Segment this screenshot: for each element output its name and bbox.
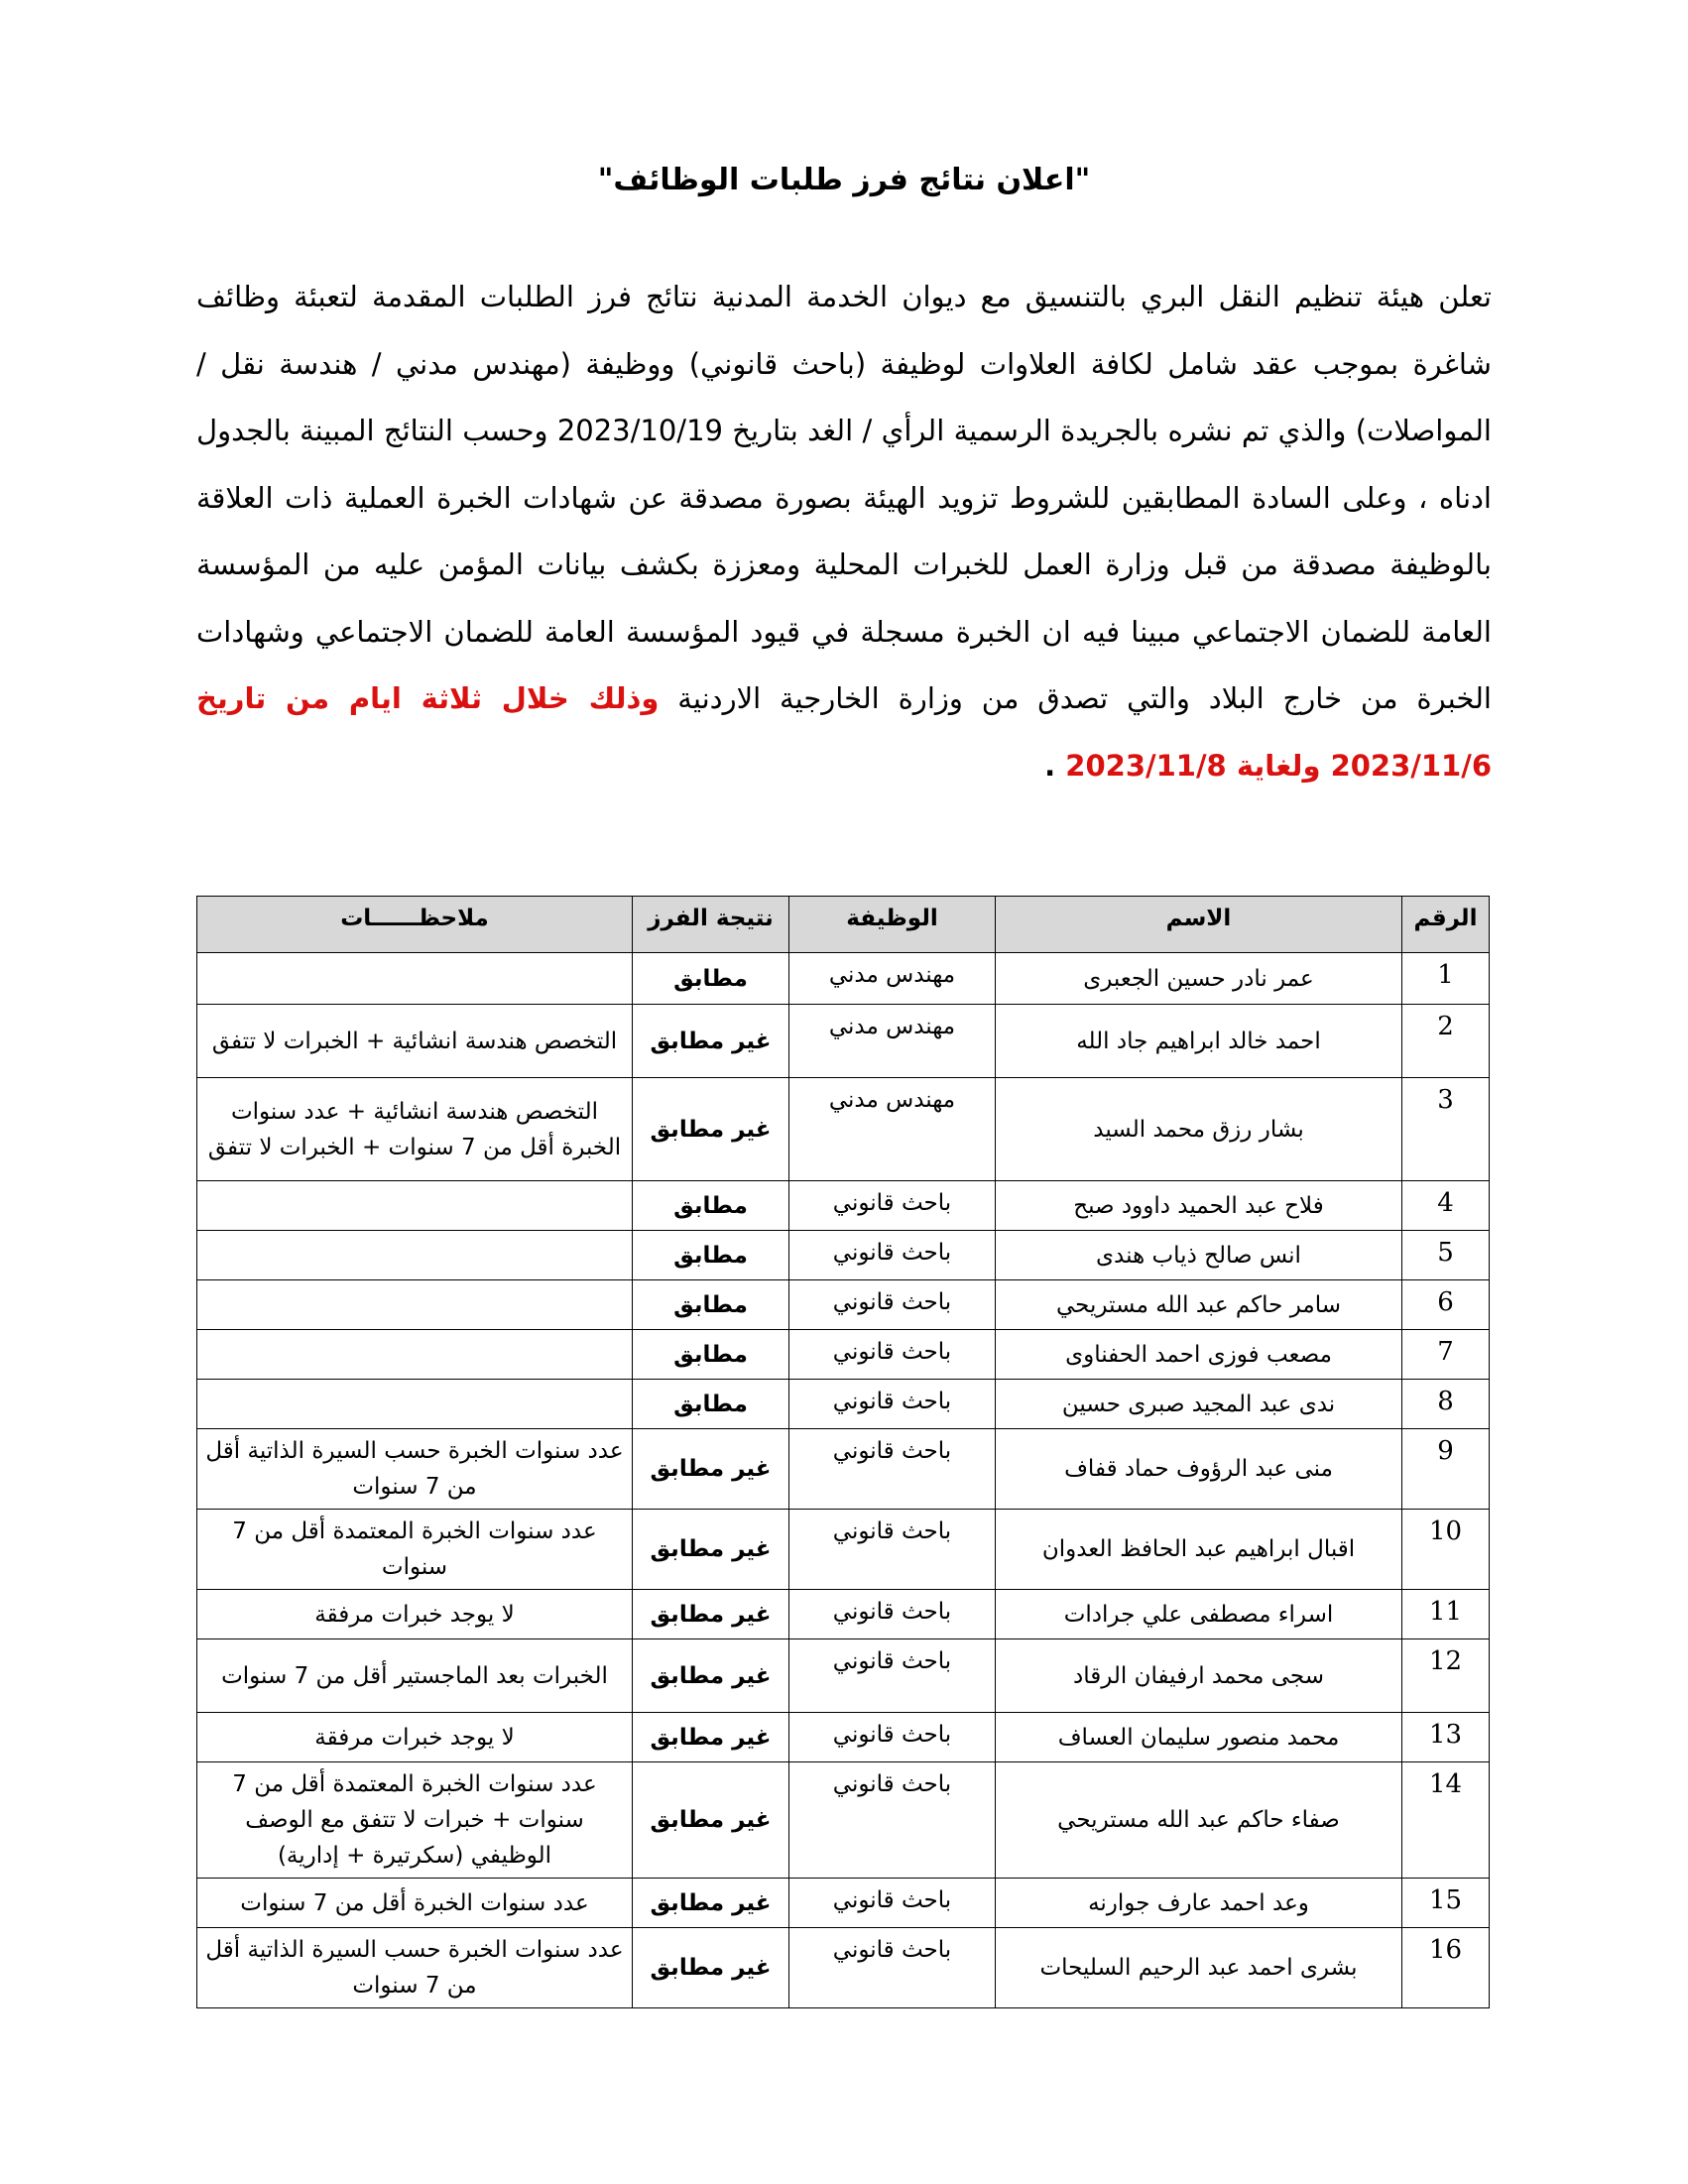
row-number: 4 [1402, 1181, 1490, 1231]
row-number: 14 [1402, 1762, 1490, 1879]
page-title: "اعلان نتائج فرز طلبات الوظائف" [597, 163, 1091, 197]
row-notes: عدد سنوات الخبرة حسب السيرة الذاتية أقل من 7 سنوات [197, 1429, 633, 1510]
row-result: مطابق [633, 1231, 789, 1280]
row-number: 10 [1402, 1510, 1490, 1590]
header-result: نتيجة الفرز [633, 897, 789, 953]
table-row [197, 1181, 1490, 1231]
row-name: منى عبد الرؤوف حماد قفاف [996, 1429, 1402, 1510]
results-table [196, 896, 1490, 2008]
row-job: مهندس مدني [789, 1078, 996, 1181]
row-notes: التخصص هندسة انشائية + الخبرات لا تتفق [197, 1005, 633, 1078]
row-job: باحث قانوني [789, 1181, 996, 1231]
row-result: غير مطابق [633, 1639, 789, 1713]
table-row [197, 1762, 1490, 1879]
row-job: باحث قانوني [789, 1429, 996, 1510]
table-row [197, 1510, 1490, 1590]
row-job: باحث قانوني [789, 1762, 996, 1879]
row-number: 12 [1402, 1639, 1490, 1713]
row-result: غير مطابق [633, 1078, 789, 1181]
row-number: 16 [1402, 1928, 1490, 2008]
row-name: انس صالح ذياب هندى [996, 1231, 1402, 1280]
table-row [197, 1713, 1490, 1762]
table-row [197, 1928, 1490, 2008]
row-result: مطابق [633, 1280, 789, 1330]
row-job: مهندس مدني [789, 953, 996, 1005]
row-job: باحث قانوني [789, 1330, 996, 1380]
row-result: مطابق [633, 1181, 789, 1231]
row-result: غير مطابق [633, 1590, 789, 1639]
row-job: باحث قانوني [789, 1510, 996, 1590]
row-notes: لا يوجد خبرات مرفقة [197, 1713, 633, 1762]
paragraph-end: . [1044, 748, 1066, 783]
table-row [197, 1330, 1490, 1380]
row-name: عمر نادر حسين الجعبرى [996, 953, 1402, 1005]
row-result: غير مطابق [633, 1713, 789, 1762]
row-result: غير مطابق [633, 1005, 789, 1078]
row-notes: عدد سنوات الخبرة حسب السيرة الذاتية أقل من 7 سنوات [197, 1928, 633, 2008]
row-notes: عدد سنوات الخبرة المعتمدة أقل من 7 سنوات [197, 1510, 633, 1590]
header-number: الرقم [1402, 897, 1490, 953]
row-notes [197, 1181, 633, 1231]
table-row [197, 1005, 1490, 1078]
header-notes: ملاحظــــــات [197, 897, 633, 953]
row-number: 1 [1402, 953, 1490, 1005]
row-name: بشار رزق محمد السيد [996, 1078, 1402, 1181]
row-name: ندى عبد المجيد صبرى حسين [996, 1380, 1402, 1429]
announcement-body: تعلن هيئة تنظيم النقل البري بالتنسيق مع ديوان الخدمة المدنية نتائج فرز الطلبات المقدمة لتعبئة وظائف شاغرة بموجب عقد شامل لكافة العلاوات لوظيفة (باحث قانوني) ووظيفة (مهندس مدني / هندسة نقل / المواصلات) والذي تم نشره بالجريدة الرسمية الرأي / الغد بتاريخ 2023/10/19 وحسب النتائج المبينة بالجدول ادناه ، وعلى السادة المطابقين للشروط تزويد الهيئة بصورة مصدقة عن شهادات الخبرة العملية ذات العلاقة بالوظيفة مصدقة من قبل وزارة العمل للخبرات المحلية ومعززة بكشف بيانات المؤمن عليه من المؤسسة العامة للضمان الاجتماعي مبينا فيه ان الخبرة مسجلة في قيود المؤسسة العامة للضمان الاجتماعي وشهادات الخبرة من خارج البلاد والتي تصدق من وزارة الخارجية الاردنية [196, 280, 1492, 715]
row-result: غير مطابق [633, 1879, 789, 1928]
row-job: مهندس مدني [789, 1005, 996, 1078]
table-row [197, 1380, 1490, 1429]
row-number: 8 [1402, 1380, 1490, 1429]
row-name: اقبال ابراهيم عبد الحافظ العدوان [996, 1510, 1402, 1590]
row-result: غير مطابق [633, 1762, 789, 1879]
row-name: وعد احمد عارف جوارنه [996, 1879, 1402, 1928]
table-row [197, 1280, 1490, 1330]
table-row [197, 1429, 1490, 1510]
table-row [197, 1078, 1490, 1181]
row-number: 2 [1402, 1005, 1490, 1078]
row-number: 13 [1402, 1713, 1490, 1762]
row-job: باحث قانوني [789, 1928, 996, 2008]
row-job: باحث قانوني [789, 1280, 996, 1330]
row-name: اسراء مصطفى علي جرادات [996, 1590, 1402, 1639]
header-job: الوظيفة [789, 897, 996, 953]
row-number: 3 [1402, 1078, 1490, 1181]
row-notes [197, 953, 633, 1005]
row-notes: الخبرات بعد الماجستير أقل من 7 سنوات [197, 1639, 633, 1713]
row-name: احمد خالد ابراهيم جاد الله [996, 1005, 1402, 1078]
row-notes [197, 1231, 633, 1280]
row-name: فلاح عبد الحميد داوود صبح [996, 1181, 1402, 1231]
row-name: صفاء حاكم عبد الله مستريحي [996, 1762, 1402, 1879]
row-name: سجى محمد ارفيفان الرقاد [996, 1639, 1402, 1713]
row-result: مطابق [633, 953, 789, 1005]
table-body [197, 953, 1490, 2008]
row-job: باحث قانوني [789, 1590, 996, 1639]
row-job: باحث قانوني [789, 1380, 996, 1429]
row-number: 6 [1402, 1280, 1490, 1330]
row-notes [197, 1280, 633, 1330]
announcement-paragraph [196, 264, 1492, 799]
row-job: باحث قانوني [789, 1879, 996, 1928]
row-result: مطابق [633, 1380, 789, 1429]
row-result: مطابق [633, 1330, 789, 1380]
table-row [197, 1590, 1490, 1639]
table-row [197, 1879, 1490, 1928]
row-notes: التخصص هندسة انشائية + عدد سنوات الخبرة أقل من 7 سنوات + الخبرات لا تتفق [197, 1078, 633, 1181]
row-notes [197, 1380, 633, 1429]
row-number: 9 [1402, 1429, 1490, 1510]
row-number: 7 [1402, 1330, 1490, 1380]
row-result: غير مطابق [633, 1928, 789, 2008]
row-number: 5 [1402, 1231, 1490, 1280]
table-row [197, 1231, 1490, 1280]
header-name: الاسم [996, 897, 1402, 953]
deadline-highlight: وذلك خلال ثلاثة ايام من تاريخ 2023/11/6 ولغاية 2023/11/8 [196, 681, 1492, 783]
row-notes: عدد سنوات الخبرة المعتمدة أقل من 7 سنوات + خبرات لا تتفق مع الوصف الوظيفي (سكرتيرة + إدارية) [197, 1762, 633, 1879]
row-notes: لا يوجد خبرات مرفقة [197, 1590, 633, 1639]
row-name: سامر حاكم عبد الله مستريحي [996, 1280, 1402, 1330]
row-number: 11 [1402, 1590, 1490, 1639]
table-row [197, 1639, 1490, 1713]
row-number: 15 [1402, 1879, 1490, 1928]
row-name: بشرى احمد عبد الرحيم السليحات [996, 1928, 1402, 2008]
table-row [197, 953, 1490, 1005]
row-result: غير مطابق [633, 1429, 789, 1510]
row-job: باحث قانوني [789, 1713, 996, 1762]
row-job: باحث قانوني [789, 1231, 996, 1280]
row-name: مصعب فوزى احمد الحفناوى [996, 1330, 1402, 1380]
row-notes: عدد سنوات الخبرة أقل من 7 سنوات [197, 1879, 633, 1928]
row-notes [197, 1330, 633, 1380]
table-header-row [197, 897, 1490, 953]
row-job: باحث قانوني [789, 1639, 996, 1713]
row-result: غير مطابق [633, 1510, 789, 1590]
row-name: محمد منصور سليمان العساف [996, 1713, 1402, 1762]
